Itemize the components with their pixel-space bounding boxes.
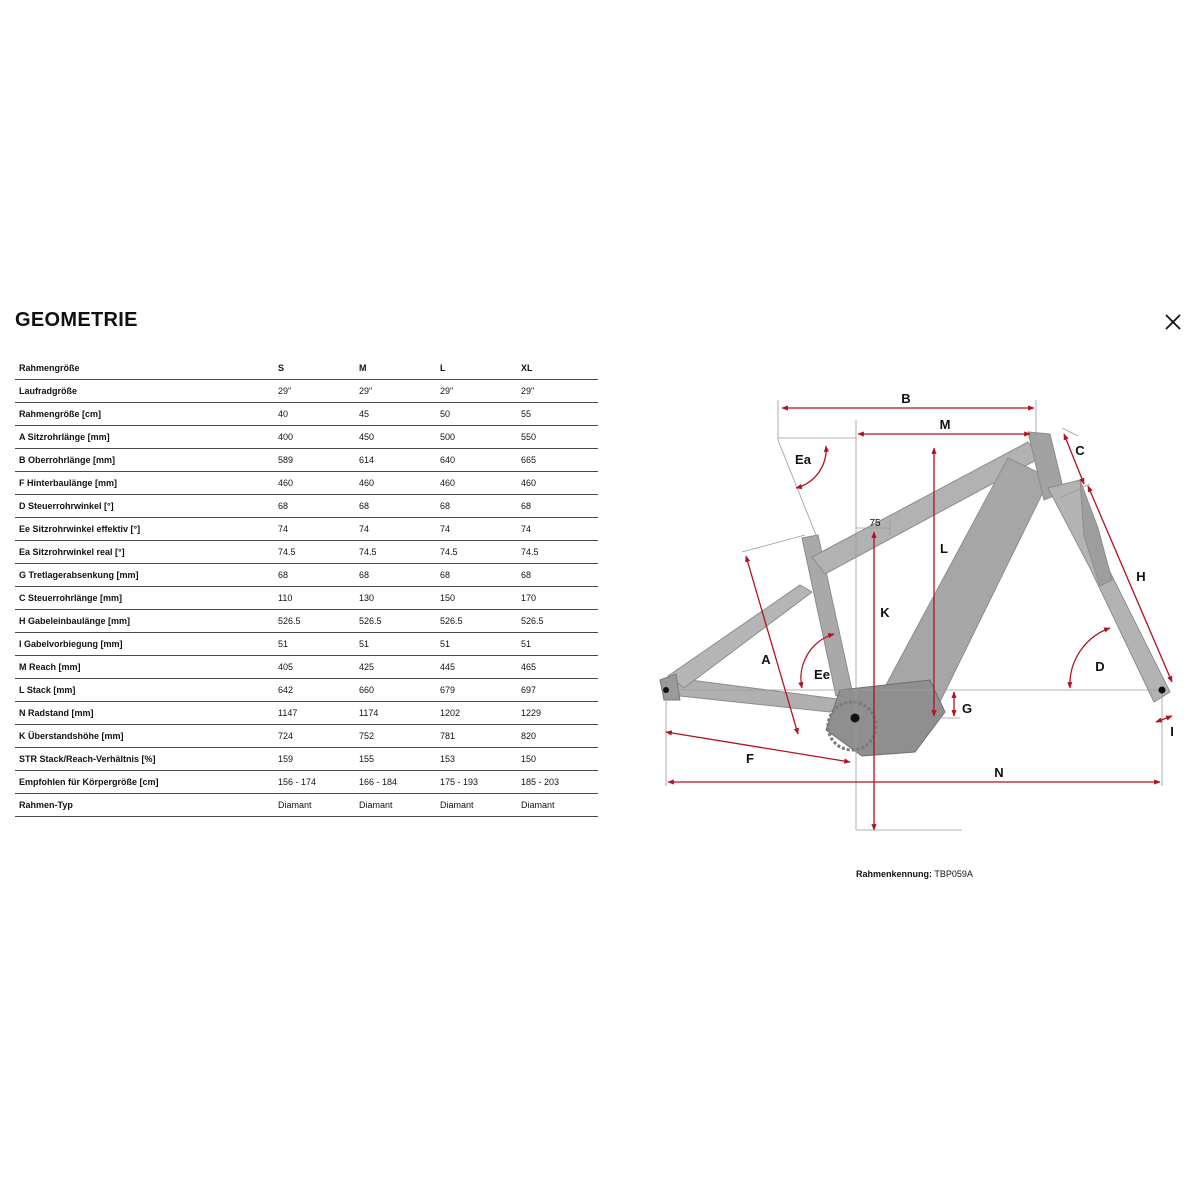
table-row xyxy=(15,587,598,610)
row-value: 50 xyxy=(436,403,517,426)
row-value: 45 xyxy=(355,403,436,426)
row-label: A Sitzrohrlänge [mm] xyxy=(15,426,274,449)
row-value: 460 xyxy=(436,472,517,495)
row-value: 51 xyxy=(436,633,517,656)
table-row xyxy=(15,449,598,472)
row-value: 500 xyxy=(436,426,517,449)
row-label: Ea Sitzrohrwinkel real [°] xyxy=(15,541,274,564)
label-m: M xyxy=(939,417,951,432)
label-75: 75 xyxy=(869,518,881,529)
row-label: D Steuerrohrwinkel [°] xyxy=(15,495,274,518)
label-n: N xyxy=(994,765,1004,780)
row-value: 29" xyxy=(355,380,436,403)
row-value: 526.5 xyxy=(517,610,598,633)
row-label: K Überstandshöhe [mm] xyxy=(15,725,274,748)
table-row xyxy=(15,403,598,426)
row-value: 460 xyxy=(517,472,598,495)
row-value: 74.5 xyxy=(436,541,517,564)
row-value: 640 xyxy=(436,449,517,472)
row-value: 589 xyxy=(274,449,355,472)
label-h: H xyxy=(1136,569,1146,584)
row-value: 68 xyxy=(274,564,355,587)
row-value: 150 xyxy=(436,587,517,610)
bike-frame xyxy=(660,432,1170,756)
row-label: N Radstand [mm] xyxy=(15,702,274,725)
row-value: 1202 xyxy=(436,702,517,725)
row-value: 642 xyxy=(274,679,355,702)
row-label: Laufradgröße xyxy=(15,380,274,403)
row-value: 74 xyxy=(355,518,436,541)
table-row xyxy=(15,610,598,633)
row-value: 425 xyxy=(355,656,436,679)
row-value: 781 xyxy=(436,725,517,748)
label-f: F xyxy=(746,751,754,766)
dim-d-arc xyxy=(1070,628,1110,688)
row-value: 614 xyxy=(355,449,436,472)
header-frame-size: Rahmengröße xyxy=(15,357,274,380)
close-icon xyxy=(1160,309,1186,335)
row-value: 153 xyxy=(436,748,517,771)
row-value: 74.5 xyxy=(274,541,355,564)
label-k: K xyxy=(880,605,890,620)
label-c: C xyxy=(1075,443,1085,458)
row-value: 460 xyxy=(274,472,355,495)
label-a: A xyxy=(761,652,771,667)
label-d: D xyxy=(1095,659,1105,674)
label-ea: Ea xyxy=(795,452,811,467)
row-value: 68 xyxy=(517,564,598,587)
label-g: G xyxy=(961,701,973,716)
row-label: C Steuerrohrlänge [mm] xyxy=(15,587,274,610)
row-label: H Gabeleinbaulänge [mm] xyxy=(15,610,274,633)
row-value: 175 - 193 xyxy=(436,771,517,794)
table-row xyxy=(15,472,598,495)
row-value: 660 xyxy=(355,679,436,702)
table-row xyxy=(15,380,598,403)
row-value: 68 xyxy=(274,495,355,518)
frame-id-label: Rahmenkennung: xyxy=(856,869,933,879)
row-value: 74.5 xyxy=(517,541,598,564)
row-label: L Stack [mm] xyxy=(15,679,274,702)
close-button[interactable] xyxy=(1160,309,1186,335)
dim-a-line xyxy=(746,556,798,734)
row-value: 465 xyxy=(517,656,598,679)
row-label: STR Stack/Reach-Verhältnis [%] xyxy=(15,748,274,771)
row-value: 1147 xyxy=(274,702,355,725)
row-label: Empfohlen für Körpergröße [cm] xyxy=(15,771,274,794)
dimension-lines xyxy=(666,408,1172,830)
dim-c-line xyxy=(1064,434,1084,484)
header-size-s: S xyxy=(274,357,355,380)
row-label: Rahmen-Typ xyxy=(15,794,274,817)
table-row xyxy=(15,564,598,587)
table-row xyxy=(15,518,598,541)
row-value: Diamant xyxy=(436,794,517,817)
table-row xyxy=(15,748,598,771)
row-value: 526.5 xyxy=(355,610,436,633)
row-value: 159 xyxy=(274,748,355,771)
row-value: 460 xyxy=(355,472,436,495)
row-value: 68 xyxy=(517,495,598,518)
row-value: 820 xyxy=(517,725,598,748)
row-value: 51 xyxy=(355,633,436,656)
table-row xyxy=(15,679,598,702)
row-label: F Hinterbaulänge [mm] xyxy=(15,472,274,495)
table-row xyxy=(15,725,598,748)
row-value: 166 - 184 xyxy=(355,771,436,794)
dim-f-line xyxy=(666,732,850,762)
row-value: 40 xyxy=(274,403,355,426)
row-label: G Tretlagerabsenkung [mm] xyxy=(15,564,274,587)
label-i: I xyxy=(1170,724,1174,739)
row-value: 405 xyxy=(274,656,355,679)
row-value: 185 - 203 xyxy=(517,771,598,794)
row-value: 1229 xyxy=(517,702,598,725)
row-value: 400 xyxy=(274,426,355,449)
dim-i-line xyxy=(1156,716,1172,722)
table-row xyxy=(15,633,598,656)
table-row xyxy=(15,541,598,564)
row-value: 51 xyxy=(274,633,355,656)
rear-axle-dot xyxy=(663,687,669,693)
row-value: 526.5 xyxy=(274,610,355,633)
guide-lines xyxy=(666,400,1164,830)
frame-id xyxy=(856,869,973,879)
row-label: I Gabelvorbiegung [mm] xyxy=(15,633,274,656)
row-value: 68 xyxy=(355,495,436,518)
label-ee: Ee xyxy=(814,667,830,682)
row-value: Diamant xyxy=(274,794,355,817)
row-value: 450 xyxy=(355,426,436,449)
row-value: 170 xyxy=(517,587,598,610)
table-row xyxy=(15,702,598,725)
table-body xyxy=(15,380,598,817)
row-value: 752 xyxy=(355,725,436,748)
row-value: 724 xyxy=(274,725,355,748)
label-b: B xyxy=(901,391,911,406)
row-value: 130 xyxy=(355,587,436,610)
row-label: Ee Sitzrohrwinkel effektiv [°] xyxy=(15,518,274,541)
row-label: Rahmengröße [cm] xyxy=(15,403,274,426)
row-value: 74 xyxy=(517,518,598,541)
page-title: GEOMETRIE xyxy=(15,309,138,331)
row-value: 155 xyxy=(355,748,436,771)
row-label: B Oberrohrlänge [mm] xyxy=(15,449,274,472)
row-value: 68 xyxy=(355,564,436,587)
row-value: 445 xyxy=(436,656,517,679)
row-value: 74 xyxy=(436,518,517,541)
table-row xyxy=(15,426,598,449)
row-value: 150 xyxy=(517,748,598,771)
row-value: 68 xyxy=(436,495,517,518)
header-size-m: M xyxy=(355,357,436,380)
table-row xyxy=(15,794,598,817)
bottom-bracket-dot xyxy=(851,714,860,723)
geometry-table xyxy=(15,357,598,817)
row-value: 74 xyxy=(274,518,355,541)
geometry-diagram xyxy=(650,380,1190,840)
row-value: Diamant xyxy=(517,794,598,817)
row-value: 110 xyxy=(274,587,355,610)
row-value: 74.5 xyxy=(355,541,436,564)
row-value: 156 - 174 xyxy=(274,771,355,794)
row-value: 51 xyxy=(517,633,598,656)
row-value: 29" xyxy=(517,380,598,403)
row-value: 29" xyxy=(274,380,355,403)
row-value: 68 xyxy=(436,564,517,587)
row-value: 29" xyxy=(436,380,517,403)
row-value: 55 xyxy=(517,403,598,426)
front-axle-dot xyxy=(1159,687,1166,694)
table-header-row xyxy=(15,357,598,380)
header-size-l: L xyxy=(436,357,517,380)
table-row xyxy=(15,495,598,518)
row-value: 697 xyxy=(517,679,598,702)
row-value: 679 xyxy=(436,679,517,702)
label-l: L xyxy=(940,541,948,556)
row-value: 1174 xyxy=(355,702,436,725)
row-value: 665 xyxy=(517,449,598,472)
header-size-xl: XL xyxy=(517,357,598,380)
frame-id-value: TBP059A xyxy=(934,869,973,879)
row-label: M Reach [mm] xyxy=(15,656,274,679)
row-value: 550 xyxy=(517,426,598,449)
row-value: Diamant xyxy=(355,794,436,817)
row-value: 526.5 xyxy=(436,610,517,633)
table-row xyxy=(15,656,598,679)
table-row xyxy=(15,771,598,794)
